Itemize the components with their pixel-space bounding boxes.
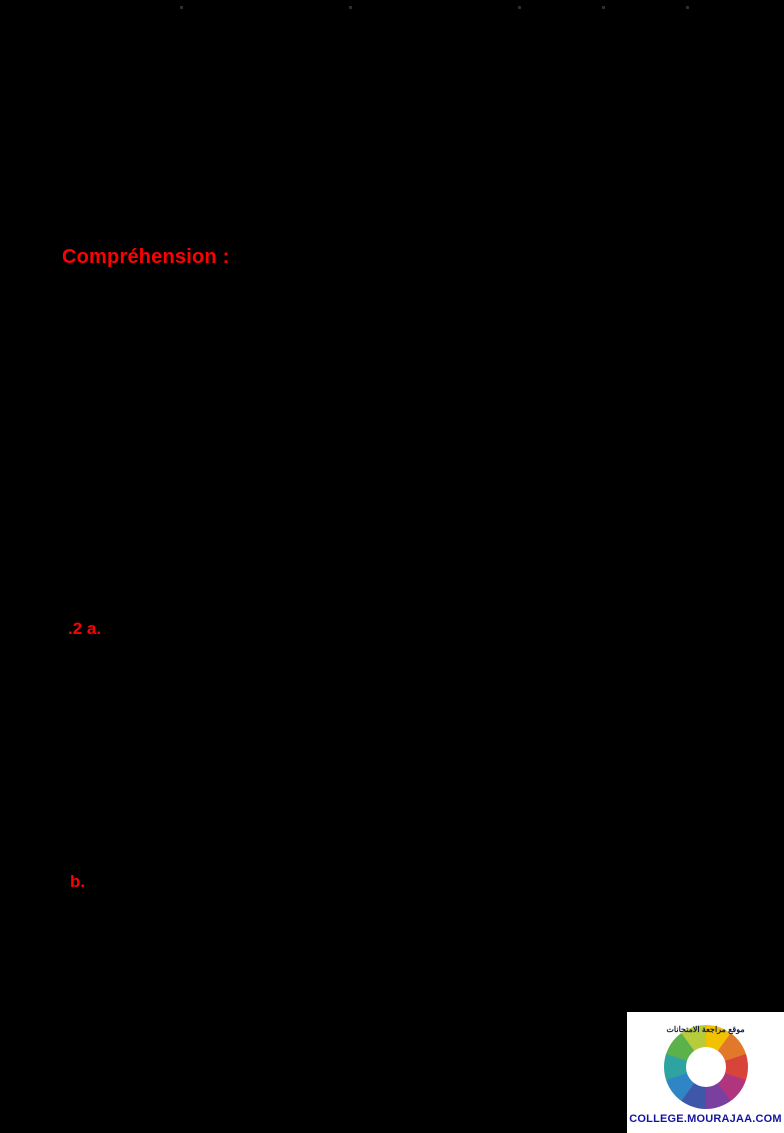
- crop-mark-icon: [602, 6, 605, 9]
- logo-site-url: COLLEGE.MOURAJAA.COM: [629, 1113, 782, 1125]
- crop-mark-icon: [349, 6, 352, 9]
- logo-arabic-title: موقع مراجعة الامتحانات: [666, 1025, 745, 1034]
- color-wheel-icon: [664, 1025, 748, 1109]
- crop-mark-icon: [686, 6, 689, 9]
- crop-mark-icon: [180, 6, 183, 9]
- question-item-a: .2 a.: [68, 619, 102, 638]
- question-item-b: b.: [70, 872, 86, 891]
- crop-mark-icon: [518, 6, 521, 9]
- section-heading-comprehension: Compréhension :: [62, 246, 230, 268]
- site-logo-block: [627, 1012, 784, 1133]
